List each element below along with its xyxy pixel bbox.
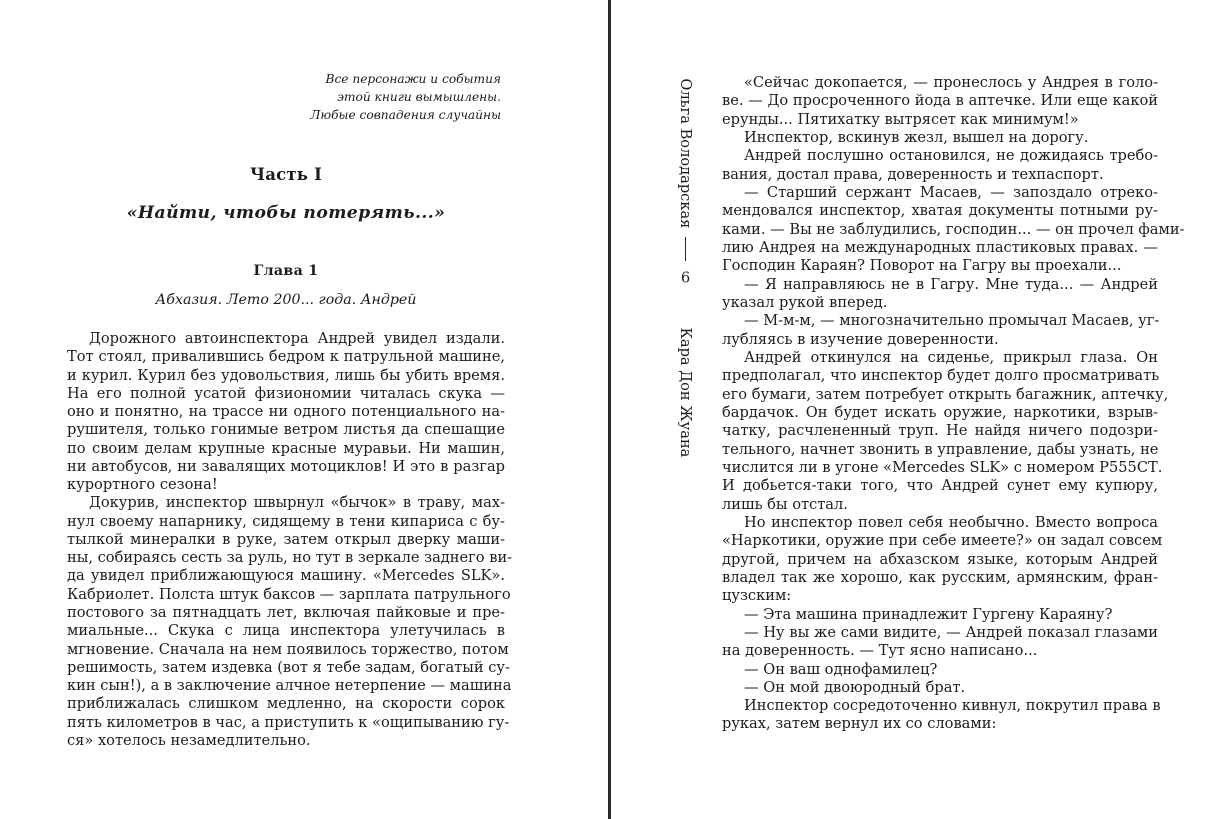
text-line: тельного, начнет звонить в управление, дабы узнать, не [722, 440, 1159, 458]
disclaimer-line: Любые совпадения случайны [310, 108, 501, 122]
gutter-divider [608, 0, 611, 819]
text-line: Андрей послушно остановился, не дожидаясь требо- [744, 147, 1158, 165]
text-line: пять километров в час, а приступить к «ощипыванию гу- [67, 713, 510, 731]
text-line: мгновение. Сначала на нем появилось торжество, потом [67, 640, 509, 658]
text-line: и курил. Курил без удовольствия, лишь бы убить время. [67, 366, 505, 384]
disclaimer-line: этой книги вымышлены. [337, 90, 501, 104]
text-line: тылкой минералки в руке, затем открыл дверку маши- [67, 530, 505, 548]
text-line: — Эта машина принадлежит Гургену Караяну? [744, 605, 1113, 623]
text-line: кин сын!), а в заключение алчное нетерпение — машина [67, 677, 512, 695]
left-body-text [67, 330, 513, 750]
text-line: числится ли в угоне «Mercedes SLK» с номером Р555СТ. [722, 458, 1163, 476]
text-line: ны, собираясь сесть за руль, но тут в зеркале заднего ви- [67, 549, 513, 567]
text-line: «Сейчас докопается, — пронеслось у Андрея в голо- [744, 74, 1158, 91]
text-line: лубляясь в изучение доверенности. [722, 330, 999, 348]
text-line: решимость, затем издевка (вот я тебе задам, богатый су- [67, 658, 510, 676]
text-line: миальные... Скука с лица инспектора улетучилась в [67, 622, 505, 640]
text-line: чатку, расчлененный труп. Не найдя ничего подозри- [722, 422, 1158, 440]
text-line: нул своему напарнику, сидящему в тени кипариса с бу- [67, 512, 505, 530]
chapter-subtitle: Абхазия. Лето 200... года. Андрей [155, 292, 417, 308]
running-header-separator [686, 237, 687, 261]
running-header [672, 76, 700, 460]
text-line: — М-м-м, — многозначительно промычал Масаев, уг- [744, 312, 1160, 330]
right-page [722, 74, 1185, 734]
text-line: — Старший сержант Масаев, — запоздало отреко- [744, 183, 1158, 201]
text-line: ся» хотелось незамедлительно. [67, 731, 311, 749]
text-line: на доверенность. — Тут ясно написано... [722, 642, 1038, 660]
text-line: предполагал, что инспектор будет долго просматривать [722, 367, 1160, 385]
text-line: да увидел приближающуюся машину. «Mercedes SLK». [67, 567, 505, 585]
text-line: — Он мой двоюродный брат. [744, 678, 966, 696]
text-line: ками. — Вы не заблудились, господин... — он прочел фами- [722, 220, 1185, 238]
text-line: бардачок. Он будет искать оружие, наркотики, взрыв- [722, 403, 1158, 421]
part-title: Часть I [249, 165, 323, 184]
text-line: цузским: [722, 587, 792, 605]
text-line: Дорожного автоинспектора Андрей увидел издали. [89, 330, 505, 347]
text-line: указал рукой вперед. [722, 293, 888, 311]
text-line: «Наркотики, оружие при себе имеете?» он задал совсем [722, 532, 1163, 550]
text-line: руках, затем вернул их со словами: [722, 715, 997, 733]
running-header-author: Ольга Володарская [677, 78, 695, 229]
left-page [67, 70, 513, 750]
text-line: вания, достал права, доверенность и техпаспорт. [722, 165, 1104, 183]
text-line: — Ну вы же сами видите, — Андрей показал глазами [744, 623, 1158, 641]
text-line: Андрей откинулся на сиденье, прикрыл глаза. Он [744, 348, 1158, 366]
text-line: Инспектор, вскинув жезл, вышел на дорогу. [744, 128, 1089, 146]
text-line: Инспектор сосредоточенно кивнул, покрутил права в [744, 697, 1161, 715]
text-line: курортного сезона! [67, 476, 218, 494]
text-line: приближалась слишком медленно, на скорости сорок [67, 695, 505, 713]
disclaimer [67, 70, 501, 124]
text-line: оно и понятно, на трассе ни одного потенциального на- [67, 403, 505, 421]
text-line: по своим делам крупные красные муравьи. Ни машин, [67, 439, 505, 457]
chapter-title: Глава 1 [253, 263, 319, 279]
text-line: лишь бы отстал. [722, 495, 848, 513]
running-header-separator [686, 295, 687, 319]
text-line: Кабриолет. Полста штук баксов — зарплата патрульного [67, 585, 511, 603]
text-line: Тот стоял, привалившись бедром к патрульной машине, [67, 348, 505, 366]
text-line: постового за пятнадцать лет, включая пайковые и пре- [67, 603, 505, 621]
part-subtitle: «Найти, чтобы потерять...» [126, 203, 446, 223]
text-line: лию Андрея на международных пластиковых правах. — [722, 238, 1158, 256]
text-line: Но инспектор повел себя необычно. Вместо вопроса [744, 513, 1158, 531]
text-line: И добьется-таки того, что Андрей сунет ему купюру, [722, 477, 1158, 495]
text-line: ни автобусов, ни завалящих мотоциклов! И это в разгар [67, 457, 505, 475]
running-header-book-title: Кара Дон Жуана [677, 327, 695, 458]
text-line: На его полной усатой физиономии читалась скука — [67, 384, 505, 402]
text-line: ерунды... Пятихатку вытрясет как минимум!» [722, 110, 1079, 128]
text-line: — Я направляюсь не в Гагру. Мне туда... — Андрей [744, 275, 1158, 293]
text-line: рушителя, только гонимые ветром листья да спешащие [67, 421, 505, 439]
text-line: Докурив, инспектор швырнул «бычок» в траву, мах- [89, 494, 505, 512]
text-line: мендовался инспектор, хватая документы потными ру- [722, 202, 1158, 220]
text-line: — Он ваш однофамилец? [744, 660, 938, 678]
text-line: ве. — До просроченного йода в аптечке. Или еще какой [722, 92, 1158, 110]
text-line: другой, причем на абхазском языке, которым Андрей [722, 550, 1158, 568]
page-number: 6 [681, 269, 691, 287]
text-line: владел так же хорошо, как русским, армянским, фран- [722, 568, 1158, 586]
text-line: Господин Караян? Поворот на Гагру вы проехали... [722, 257, 1122, 275]
text-line: его бумаги, затем потребует открыть багажник, аптечку, [722, 385, 1169, 403]
disclaimer-line: Все персонажи и события [325, 72, 501, 86]
